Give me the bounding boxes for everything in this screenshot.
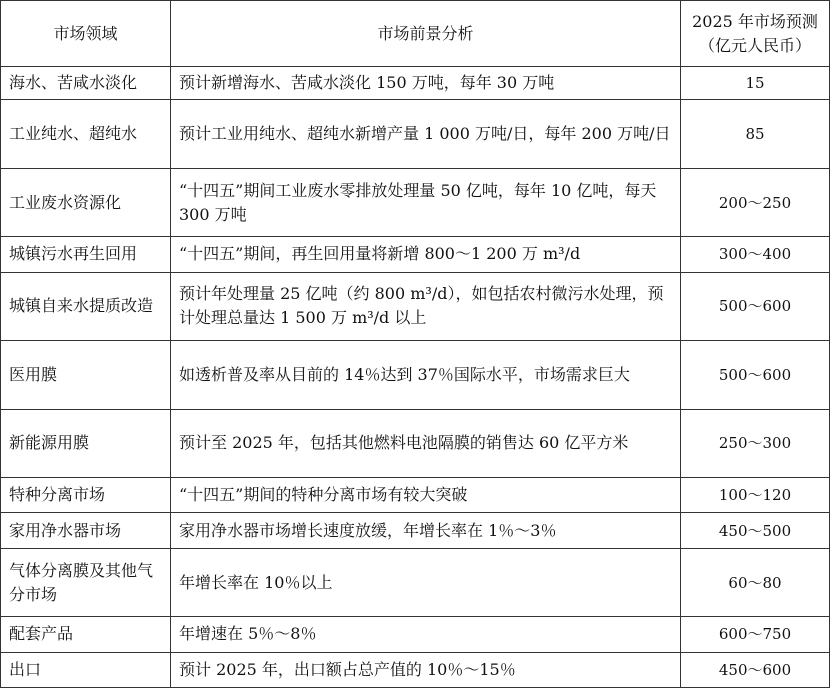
market-analysis-cell: “十四五”期间工业废水零排放处理量 50 亿吨，每年 10 亿吨，每天 300 万吨	[171, 168, 681, 237]
market-analysis-cell: 年增速在 5％～8％	[171, 617, 681, 652]
market-analysis-cell: 预计工业用纯水、超纯水新增产量 1 000 万吨/日，每年 200 万吨/日	[171, 100, 681, 169]
market-analysis-cell: 如透析普及率从目前的 14％达到 37％国际水平，市场需求巨大	[171, 341, 681, 410]
market-analysis-cell: 家用净水器市场增长速度放缓，年增长率在 1％～3％	[171, 513, 681, 548]
market-field-cell: 气体分离膜及其他气分市场	[1, 548, 171, 617]
market-forecast-cell: 450～500	[681, 513, 830, 548]
market-forecast-cell: 15	[681, 67, 830, 100]
market-field-cell: 新能源用膜	[1, 409, 171, 478]
table-row	[1, 168, 830, 237]
market-field-cell: 特种分离市场	[1, 478, 171, 513]
market-analysis-cell: 预计至 2025 年，包括其他燃料电池隔膜的销售达 60 亿平方米	[171, 409, 681, 478]
market-field-cell: 家用净水器市场	[1, 513, 171, 548]
market-field-cell: 海水、苦咸水淡化	[1, 67, 171, 100]
table-row	[1, 100, 830, 169]
market-field-cell: 配套产品	[1, 617, 171, 652]
market-forecast-cell: 300～400	[681, 237, 830, 272]
market-forecast-cell: 85	[681, 100, 830, 169]
market-forecast-cell: 200～250	[681, 168, 830, 237]
header-forecast-line1: 2025 年市场预测	[692, 11, 818, 31]
market-analysis-cell: 预计年处理量 25 亿吨（约 800 m³/d），如包括农村微污水处理，预计处理总量达 1 500 万 m³/d 以上	[171, 272, 681, 341]
market-analysis-cell: “十四五”期间，再生回用量将新增 800～1 200 万 m³/d	[171, 237, 681, 272]
market-field-cell: 医用膜	[1, 341, 171, 410]
table-row	[1, 409, 830, 478]
table-row	[1, 67, 830, 100]
table-row	[1, 652, 830, 687]
table-row	[1, 617, 830, 652]
market-forecast-cell: 60～80	[681, 548, 830, 617]
market-forecast-cell: 250～300	[681, 409, 830, 478]
market-field-cell: 工业废水资源化	[1, 168, 171, 237]
market-forecast-cell: 450～600	[681, 652, 830, 687]
table-row	[1, 272, 830, 341]
market-field-cell: 城镇自来水提质改造	[1, 272, 171, 341]
market-analysis-cell: 预计 2025 年，出口额占总产值的 10％～15％	[171, 652, 681, 687]
header-forecast	[681, 1, 830, 67]
market-forecast-cell: 100～120	[681, 478, 830, 513]
market-forecast-cell: 500～600	[681, 341, 830, 410]
market-analysis-cell: “十四五”期间的特种分离市场有较大突破	[171, 478, 681, 513]
header-forecast-line2: （亿元人民币）	[698, 35, 811, 55]
table-row	[1, 513, 830, 548]
table-row	[1, 341, 830, 410]
market-forecast-cell: 500～600	[681, 272, 830, 341]
header-analysis: 市场前景分析	[171, 1, 681, 67]
table-row	[1, 548, 830, 617]
market-analysis-cell: 预计新增海水、苦咸水淡化 150 万吨，每年 30 万吨	[171, 67, 681, 100]
market-field-cell: 出口	[1, 652, 171, 687]
table-row	[1, 478, 830, 513]
market-forecast-cell: 600～750	[681, 617, 830, 652]
market-field-cell: 工业纯水、超纯水	[1, 100, 171, 169]
header-row	[1, 1, 830, 67]
table-row	[1, 237, 830, 272]
market-analysis-cell: 年增长率在 10％以上	[171, 548, 681, 617]
market-field-cell: 城镇污水再生回用	[1, 237, 171, 272]
header-field: 市场领域	[1, 1, 171, 67]
